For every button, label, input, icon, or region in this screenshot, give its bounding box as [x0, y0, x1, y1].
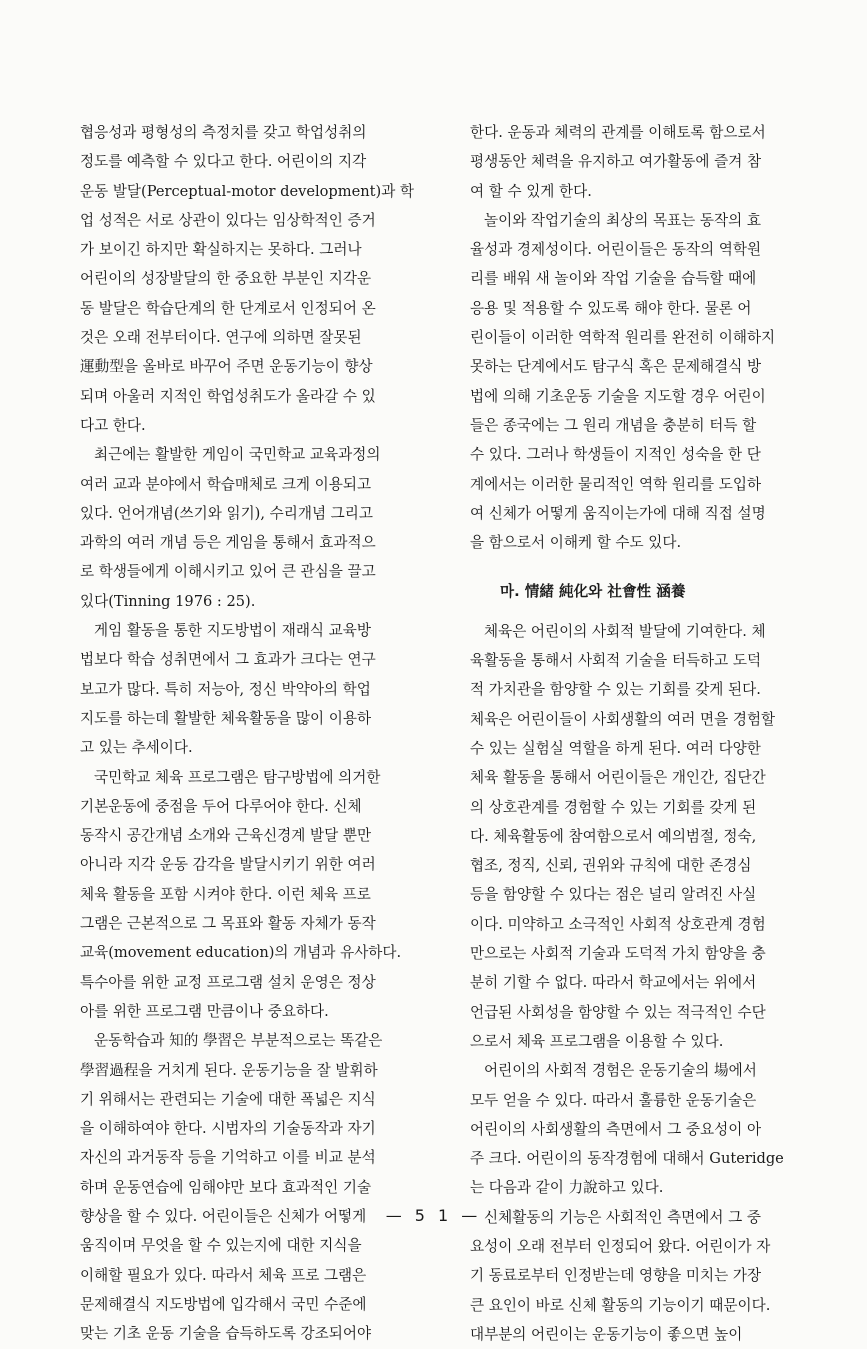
text-line: 어린이의 사회적 경험은 운동기술의 場에서 [484, 1062, 757, 1080]
text-line: 있다. 언어개념(쓰기와 읽기), 수리개념 그리고 [80, 504, 373, 522]
text-line: 가 보이긴 하지만 확실하지는 못하다. 그러나 [80, 241, 362, 259]
text-line: 동작시 공간개념 소개와 근육신경계 발달 뿐만 [80, 827, 372, 845]
text-line: 을 이해하여야 한다. 시범자의 기술동작과 자기 [80, 1120, 376, 1138]
text-line: 법보다 학습 성취면에서 그 효과가 크다는 연구 [80, 651, 376, 669]
text-line: 자신의 과거동작 등을 기억하고 이를 비교 분석 [80, 1149, 376, 1167]
text-line: 되며 아울러 지적인 학업성취도가 올라갈 수 있 [80, 387, 376, 405]
text-line: 계에서는 이러한 물리적인 역학 원리를 도입하 [470, 475, 762, 493]
text-line: 로 학생들에게 이해시키고 있어 큰 관심을 끌고 [80, 563, 376, 581]
text-line: 대부분의 어린이는 운동기능이 좋으면 높이 [470, 1325, 743, 1343]
paragraph [470, 617, 855, 1056]
text-line: 으로서 체육 프로그램을 이용할 수 있다. [470, 1032, 724, 1050]
text-line: 협응성과 평형성의 측정치를 갖고 학업성취의 [80, 124, 367, 141]
text-line: 체육은 어린이들이 사회생활의 여러 면을 경험할 [470, 710, 776, 728]
text-line: 보고가 많다. 특히 저능아, 정신 박약아의 학업 [80, 680, 371, 698]
text-line: 여러 교과 분야에서 학습매체로 크게 이용되고 [80, 475, 372, 493]
text-line: 특수아를 위한 교정 프로그램 설치 운영은 정상 [80, 973, 376, 991]
text-line: 요성이 오래 전부터 인정되어 왔다. 어린이가 자 [470, 1237, 771, 1255]
text-line: 만으로는 사회적 기술과 도덕적 가치 함양을 충 [470, 945, 766, 963]
text-line: 하며 운동연습에 임해야만 보다 효과적인 기술 [80, 1178, 372, 1196]
text-line: 수 있다. 그러나 학생들이 지적인 성숙을 한 단 [470, 446, 761, 464]
text-line: 체육 활동을 통해서 어린이들은 개인간, 집단간 [470, 769, 766, 787]
text-line: 그램은 근본적으로 그 목표와 활동 자체가 동작 [80, 915, 376, 933]
text-line: 한다. 운동과 체력의 관계를 이해토록 함으로서 [470, 124, 766, 141]
text-line: 을 함으로서 이해케 할 수도 있다. [470, 534, 682, 552]
paragraph [80, 763, 465, 1027]
text-line: 아를 위한 프로그램 만큼이나 중요하다. [80, 1002, 329, 1020]
text-line: 운동학습과 知的 學習은 부분적으로는 똑같은 [94, 1032, 383, 1050]
text-line: 기 위해서는 관련되는 기술에 대한 폭넓은 지식 [80, 1090, 376, 1108]
text-line: 법에 의해 기초운동 기술을 지도할 경우 어린이 [470, 387, 766, 405]
text-line: 게임 활동을 통한 지도방법이 재래식 교육방 [94, 622, 371, 640]
text-line: 육활동을 통해서 사회적 기술을 터득하고 도덕 [470, 652, 762, 670]
text-line: 업 성적은 서로 상관이 있다는 임상학적인 증거 [80, 211, 376, 229]
text-line: 學習過程을 거치게 된다. 운동기능을 잘 발휘하 [80, 1061, 378, 1079]
text-line: 언급된 사회성을 함양할 수 있는 적극적인 수단 [470, 1003, 766, 1021]
text-line: 지도를 하는데 활발한 체육활동을 많이 이용하 [80, 709, 372, 727]
paragraph [80, 616, 465, 762]
text-line: 동 발달은 학습단계의 한 단계로서 인정되어 온 [80, 299, 376, 317]
text-line: 린이들이 이러한 역학적 원리를 완전히 이해하지 [470, 329, 776, 347]
paragraph [470, 1056, 855, 1202]
text-line: 분히 기할 수 없다. 따라서 학교에서는 위에서 [470, 974, 757, 992]
text-line: 이다. 미약하고 소극적인 사회적 상호관계 경험 [470, 915, 766, 933]
text-line: 협조, 정직, 신뢰, 권위와 규칙에 대한 존경심 [470, 857, 752, 875]
text-line: 신체활동의 기능은 사회적인 측면에서 그 중 [484, 1208, 761, 1226]
text-line: 정도를 예측할 수 있다고 한다. 어린이의 지각 [80, 153, 367, 171]
text-line: 향상을 할 수 있다. 어린이들은 신체가 어떻게 [80, 1207, 367, 1225]
text-line: 못하는 단계에서도 탐구식 혹은 문제해결식 방 [470, 358, 762, 376]
text-line: 주 크다. 어린이의 동작경험에 대해서 Guteridge [470, 1150, 784, 1168]
text-line: 여 할 수 있게 한다. [470, 182, 592, 200]
text-line: 기본운동에 중점을 두어 다루어야 한다. 신체 [80, 797, 362, 815]
paragraph [80, 1026, 465, 1348]
text-line: 체육은 어린이의 사회적 발달에 기여한다. 체 [484, 622, 766, 640]
text-line: 는 다음과 같이 力說하고 있다. [470, 1179, 664, 1197]
text-line: 의 상호관계를 경험할 수 있는 기회를 갖게 된 [470, 798, 757, 816]
text-line: 다. 체육활동에 참여함으로서 예의범절, 정숙, [470, 827, 757, 845]
text-line: 율성과 경제성이다. 어린이들은 동작의 역학원 [470, 241, 762, 259]
text-line: 어린이의 사회생활의 측면에서 그 중요성이 아 [470, 1120, 762, 1138]
paragraph [80, 118, 465, 440]
text-line: 체육 활동을 포함 시켜야 한다. 이런 체육 프로 [80, 885, 371, 903]
paragraph [470, 118, 855, 206]
text-line: 과학의 여러 개념 등은 게임을 통해서 효과적으 [80, 534, 376, 552]
text-line: 아니라 지각 운동 감각을 발달시키기 위한 여러 [80, 856, 376, 874]
text-line: 놀이와 작업기술의 최상의 목표는 동작의 효 [484, 211, 761, 229]
text-line: 어린이의 성장발달의 한 중요한 부분인 지각운 [80, 270, 372, 288]
text-line: 응용 및 적용할 수 있도록 해야 한다. 물론 어 [470, 299, 752, 317]
text-line: 리를 배워 새 놀이와 작업 기술을 습득할 때에 [470, 270, 757, 288]
text-line: 운동 발달(Perceptual-motor development)과 학 [80, 182, 415, 200]
right-column [470, 118, 855, 1349]
paragraph [470, 206, 855, 558]
text-line: 문제해결식 지도방법에 입각해서 국민 수준에 [80, 1295, 367, 1313]
text-line: 등을 함양할 수 있다는 점은 널리 알려진 사실 [470, 886, 757, 904]
text-line: 것은 오래 전부터이다. 연구에 의하면 잘못된 [80, 329, 362, 347]
text-line: 들은 종국에는 그 원리 개념을 충분히 터득 할 [470, 416, 757, 434]
text-line: 모두 얻을 수 있다. 따라서 훌륭한 운동기술은 [470, 1091, 757, 1109]
text-line: 적 가치관을 함양할 수 있는 기회를 갖게 된다. [470, 681, 761, 699]
text-line: 큰 요인이 바로 신체 활동의 기능이기 때문이다. [470, 1296, 771, 1314]
text-line: 평생동안 체력을 유지하고 여가활동에 즐겨 참 [470, 153, 762, 171]
text-line: 국민학교 체육 프로그램은 탐구방법에 의거한 [94, 768, 381, 786]
text-line: 맞는 기초 운동 기술을 습득하도록 강조되어야 [80, 1325, 372, 1343]
paragraph [80, 440, 465, 616]
page-number: — 5 1 — [385, 1206, 482, 1225]
text-line: 최근에는 활발한 게임이 국민학교 교육과정의 [94, 446, 381, 464]
text-line: 다고 한다. [80, 416, 146, 434]
text-line: 수 있는 실험실 역할을 하게 된다. 여러 다양한 [470, 739, 761, 757]
section-heading: 마. 情緒 純化와 社會性 涵養 [500, 583, 686, 601]
text-line: 교육(movement education)의 개념과 유사하다. [80, 944, 402, 962]
text-line: 움직이며 무엇을 할 수 있는지에 대한 지식을 [80, 1237, 362, 1255]
text-line: 기 동료로부터 인정받는데 영향을 미치는 가장 [470, 1267, 762, 1285]
text-line: 고 있는 추세이다. [80, 739, 193, 757]
text-line: 이해할 필요가 있다. 따라서 체육 프로 그램은 [80, 1266, 367, 1284]
text-line: 여 신체가 어떻게 움직이는가에 대해 직접 설명 [470, 504, 766, 522]
text-line: 運動型을 올바로 바꾸어 주면 운동기능이 향상 [80, 358, 373, 376]
left-column [80, 118, 465, 1348]
text-line: 있다(Tinning 1976 : 25). [80, 592, 256, 610]
